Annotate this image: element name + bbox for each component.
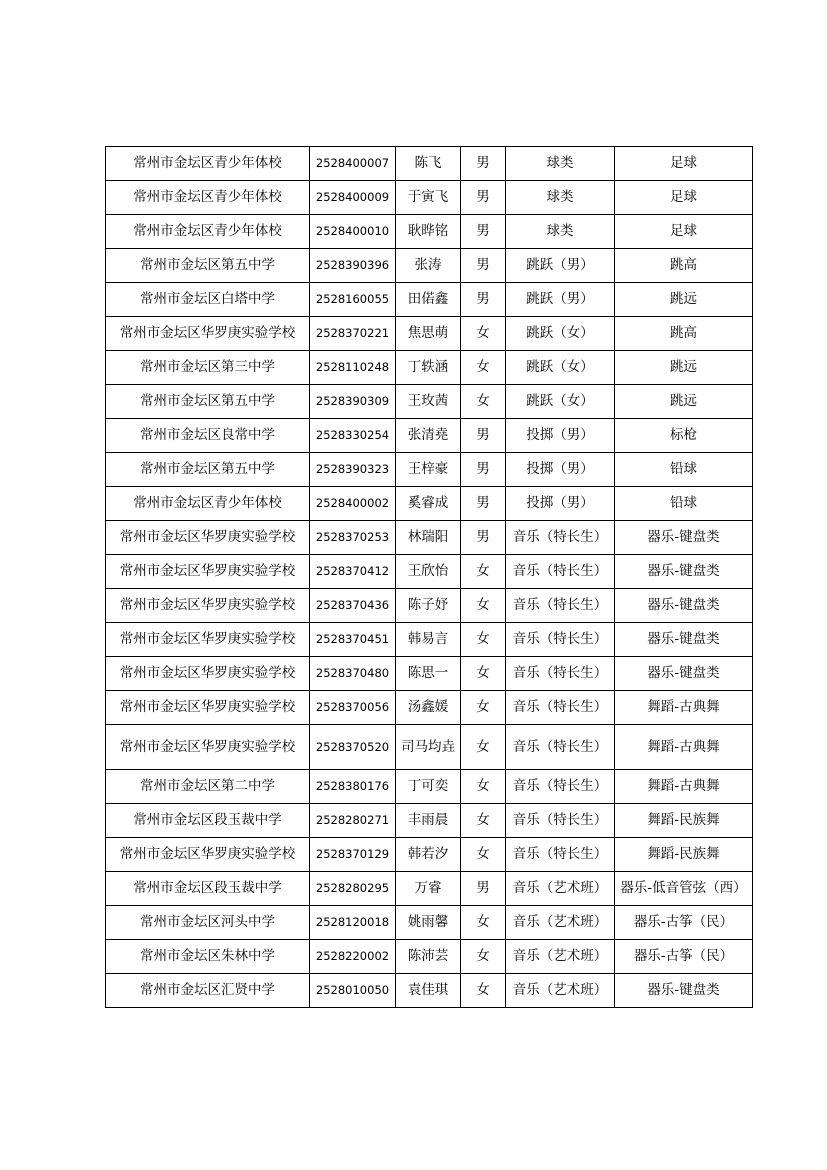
item-cell: 跳高 [615,249,753,283]
gender-cell: 男 [461,872,506,906]
table-row [106,181,753,215]
student-id-cell: 2528280271 [310,804,396,838]
table-row [106,215,753,249]
gender-cell: 女 [461,804,506,838]
item-cell: 器乐-键盘类 [615,589,753,623]
student-id-cell: 2528370056 [310,691,396,725]
item-cell: 器乐-键盘类 [615,974,753,1008]
category-cell: 球类 [506,215,615,249]
gender-cell: 女 [461,838,506,872]
school-cell: 常州市金坛区汇贤中学 [106,974,310,1008]
student-id-cell: 2528220002 [310,940,396,974]
category-cell: 音乐（艺术班） [506,872,615,906]
gender-cell: 女 [461,725,506,770]
category-cell: 球类 [506,147,615,181]
item-cell: 舞蹈-民族舞 [615,804,753,838]
student-id-cell: 2528390323 [310,453,396,487]
category-cell: 跳跃（男） [506,249,615,283]
student-name-cell: 万睿 [396,872,461,906]
table-row [106,351,753,385]
item-cell: 跳远 [615,385,753,419]
student-id-cell: 2528280295 [310,872,396,906]
category-cell: 投掷（男） [506,453,615,487]
table-row [106,453,753,487]
gender-cell: 女 [461,657,506,691]
table-row [106,872,753,906]
category-cell: 音乐（特长生） [506,657,615,691]
student-id-cell: 2528400009 [310,181,396,215]
item-cell: 器乐-古筝（民） [615,906,753,940]
student-name-cell: 袁佳琪 [396,974,461,1008]
student-name-cell: 田偌鑫 [396,283,461,317]
student-id-cell: 2528400007 [310,147,396,181]
gender-cell: 男 [461,521,506,555]
gender-cell: 男 [461,249,506,283]
gender-cell: 女 [461,940,506,974]
item-cell: 铅球 [615,487,753,521]
school-cell: 常州市金坛区华罗庚实验学校 [106,623,310,657]
student-id-cell: 2528370412 [310,555,396,589]
category-cell: 音乐（特长生） [506,725,615,770]
table-row [106,385,753,419]
school-cell: 常州市金坛区第五中学 [106,385,310,419]
student-name-cell: 王玫茜 [396,385,461,419]
item-cell: 足球 [615,215,753,249]
gender-cell: 男 [461,283,506,317]
table-row [106,147,753,181]
school-cell: 常州市金坛区华罗庚实验学校 [106,589,310,623]
student-id-cell: 2528370480 [310,657,396,691]
school-cell: 常州市金坛区华罗庚实验学校 [106,725,310,770]
student-id-cell: 2528380176 [310,770,396,804]
gender-cell: 男 [461,487,506,521]
category-cell: 投掷（男） [506,487,615,521]
school-cell: 常州市金坛区段玉裁中学 [106,872,310,906]
table-row [106,283,753,317]
item-cell: 足球 [615,147,753,181]
school-cell: 常州市金坛区华罗庚实验学校 [106,691,310,725]
student-id-cell: 2528120018 [310,906,396,940]
student-id-cell: 2528390309 [310,385,396,419]
school-cell: 常州市金坛区河头中学 [106,906,310,940]
category-cell: 音乐（特长生） [506,770,615,804]
table-row [106,725,753,770]
gender-cell: 女 [461,770,506,804]
item-cell: 舞蹈-民族舞 [615,838,753,872]
school-cell: 常州市金坛区青少年体校 [106,215,310,249]
item-cell: 器乐-键盘类 [615,555,753,589]
gender-cell: 女 [461,906,506,940]
item-cell: 舞蹈-古典舞 [615,691,753,725]
category-cell: 跳跃（女） [506,385,615,419]
student-name-cell: 陈沛芸 [396,940,461,974]
roster-table-body [106,147,753,1008]
school-cell: 常州市金坛区段玉裁中学 [106,804,310,838]
school-cell: 常州市金坛区第三中学 [106,351,310,385]
gender-cell: 女 [461,555,506,589]
student-name-cell: 姚雨馨 [396,906,461,940]
gender-cell: 男 [461,181,506,215]
category-cell: 跳跃（女） [506,351,615,385]
gender-cell: 男 [461,147,506,181]
table-row [106,906,753,940]
student-id-cell: 2528370253 [310,521,396,555]
table-row [106,974,753,1008]
student-name-cell: 韩若汐 [396,838,461,872]
student-name-cell: 于寅飞 [396,181,461,215]
student-name-cell: 耿晔铭 [396,215,461,249]
gender-cell: 男 [461,419,506,453]
school-cell: 常州市金坛区青少年体校 [106,487,310,521]
school-cell: 常州市金坛区青少年体校 [106,147,310,181]
table-row [106,419,753,453]
student-name-cell: 丰雨晨 [396,804,461,838]
school-cell: 常州市金坛区华罗庚实验学校 [106,521,310,555]
table-row [106,317,753,351]
item-cell: 跳远 [615,283,753,317]
table-row [106,623,753,657]
student-name-cell: 王梓豪 [396,453,461,487]
category-cell: 投掷（男） [506,419,615,453]
student-name-cell: 司马均垚 [396,725,461,770]
student-id-cell: 2528390396 [310,249,396,283]
student-id-cell: 2528400010 [310,215,396,249]
school-cell: 常州市金坛区良常中学 [106,419,310,453]
table-row [106,249,753,283]
item-cell: 器乐-键盘类 [615,657,753,691]
student-name-cell: 丁可奕 [396,770,461,804]
category-cell: 音乐（特长生） [506,691,615,725]
student-id-cell: 2528370436 [310,589,396,623]
school-cell: 常州市金坛区华罗庚实验学校 [106,838,310,872]
student-name-cell: 陈子妤 [396,589,461,623]
student-name-cell: 奚睿成 [396,487,461,521]
gender-cell: 男 [461,215,506,249]
item-cell: 铅球 [615,453,753,487]
table-row [106,555,753,589]
school-cell: 常州市金坛区朱林中学 [106,940,310,974]
category-cell: 音乐（特长生） [506,521,615,555]
category-cell: 音乐（艺术班） [506,906,615,940]
school-cell: 常州市金坛区青少年体校 [106,181,310,215]
student-id-cell: 2528330254 [310,419,396,453]
student-id-cell: 2528110248 [310,351,396,385]
category-cell: 音乐（艺术班） [506,974,615,1008]
school-cell: 常州市金坛区华罗庚实验学校 [106,657,310,691]
student-name-cell: 韩易言 [396,623,461,657]
table-row [106,770,753,804]
table-row [106,940,753,974]
item-cell: 舞蹈-古典舞 [615,725,753,770]
item-cell: 器乐-古筝（民） [615,940,753,974]
student-id-cell: 2528370451 [310,623,396,657]
category-cell: 跳跃（男） [506,283,615,317]
category-cell: 音乐（特长生） [506,804,615,838]
student-id-cell: 2528370129 [310,838,396,872]
item-cell: 舞蹈-古典舞 [615,770,753,804]
category-cell: 音乐（特长生） [506,589,615,623]
student-name-cell: 焦思萌 [396,317,461,351]
item-cell: 足球 [615,181,753,215]
gender-cell: 女 [461,974,506,1008]
category-cell: 音乐（特长生） [506,555,615,589]
school-cell: 常州市金坛区华罗庚实验学校 [106,555,310,589]
table-row [106,804,753,838]
student-name-cell: 陈飞 [396,147,461,181]
category-cell: 音乐（艺术班） [506,940,615,974]
item-cell: 器乐-键盘类 [615,623,753,657]
student-name-cell: 陈思一 [396,657,461,691]
school-cell: 常州市金坛区第五中学 [106,249,310,283]
school-cell: 常州市金坛区白塔中学 [106,283,310,317]
item-cell: 跳远 [615,351,753,385]
table-row [106,487,753,521]
student-id-cell: 2528370520 [310,725,396,770]
table-row [106,589,753,623]
student-name-cell: 张清堯 [396,419,461,453]
table-row [106,838,753,872]
gender-cell: 女 [461,317,506,351]
student-name-cell: 林瑞阳 [396,521,461,555]
table-row [106,691,753,725]
category-cell: 跳跃（女） [506,317,615,351]
student-name-cell: 王欣怡 [396,555,461,589]
table-row [106,521,753,555]
item-cell: 跳高 [615,317,753,351]
category-cell: 音乐（特长生） [506,623,615,657]
student-id-cell: 2528400002 [310,487,396,521]
category-cell: 音乐（特长生） [506,838,615,872]
item-cell: 标枪 [615,419,753,453]
gender-cell: 女 [461,589,506,623]
item-cell: 器乐-低音管弦（西） [615,872,753,906]
school-cell: 常州市金坛区华罗庚实验学校 [106,317,310,351]
table-row [106,657,753,691]
student-name-cell: 张涛 [396,249,461,283]
school-cell: 常州市金坛区第二中学 [106,770,310,804]
school-cell: 常州市金坛区第五中学 [106,453,310,487]
item-cell: 器乐-键盘类 [615,521,753,555]
gender-cell: 女 [461,691,506,725]
gender-cell: 女 [461,623,506,657]
student-id-cell: 2528370221 [310,317,396,351]
student-name-cell: 丁轶涵 [396,351,461,385]
category-cell: 球类 [506,181,615,215]
student-name-cell: 汤鑫媛 [396,691,461,725]
student-id-cell: 2528160055 [310,283,396,317]
gender-cell: 女 [461,385,506,419]
gender-cell: 男 [461,453,506,487]
roster-table [105,146,753,1008]
student-id-cell: 2528010050 [310,974,396,1008]
gender-cell: 女 [461,351,506,385]
